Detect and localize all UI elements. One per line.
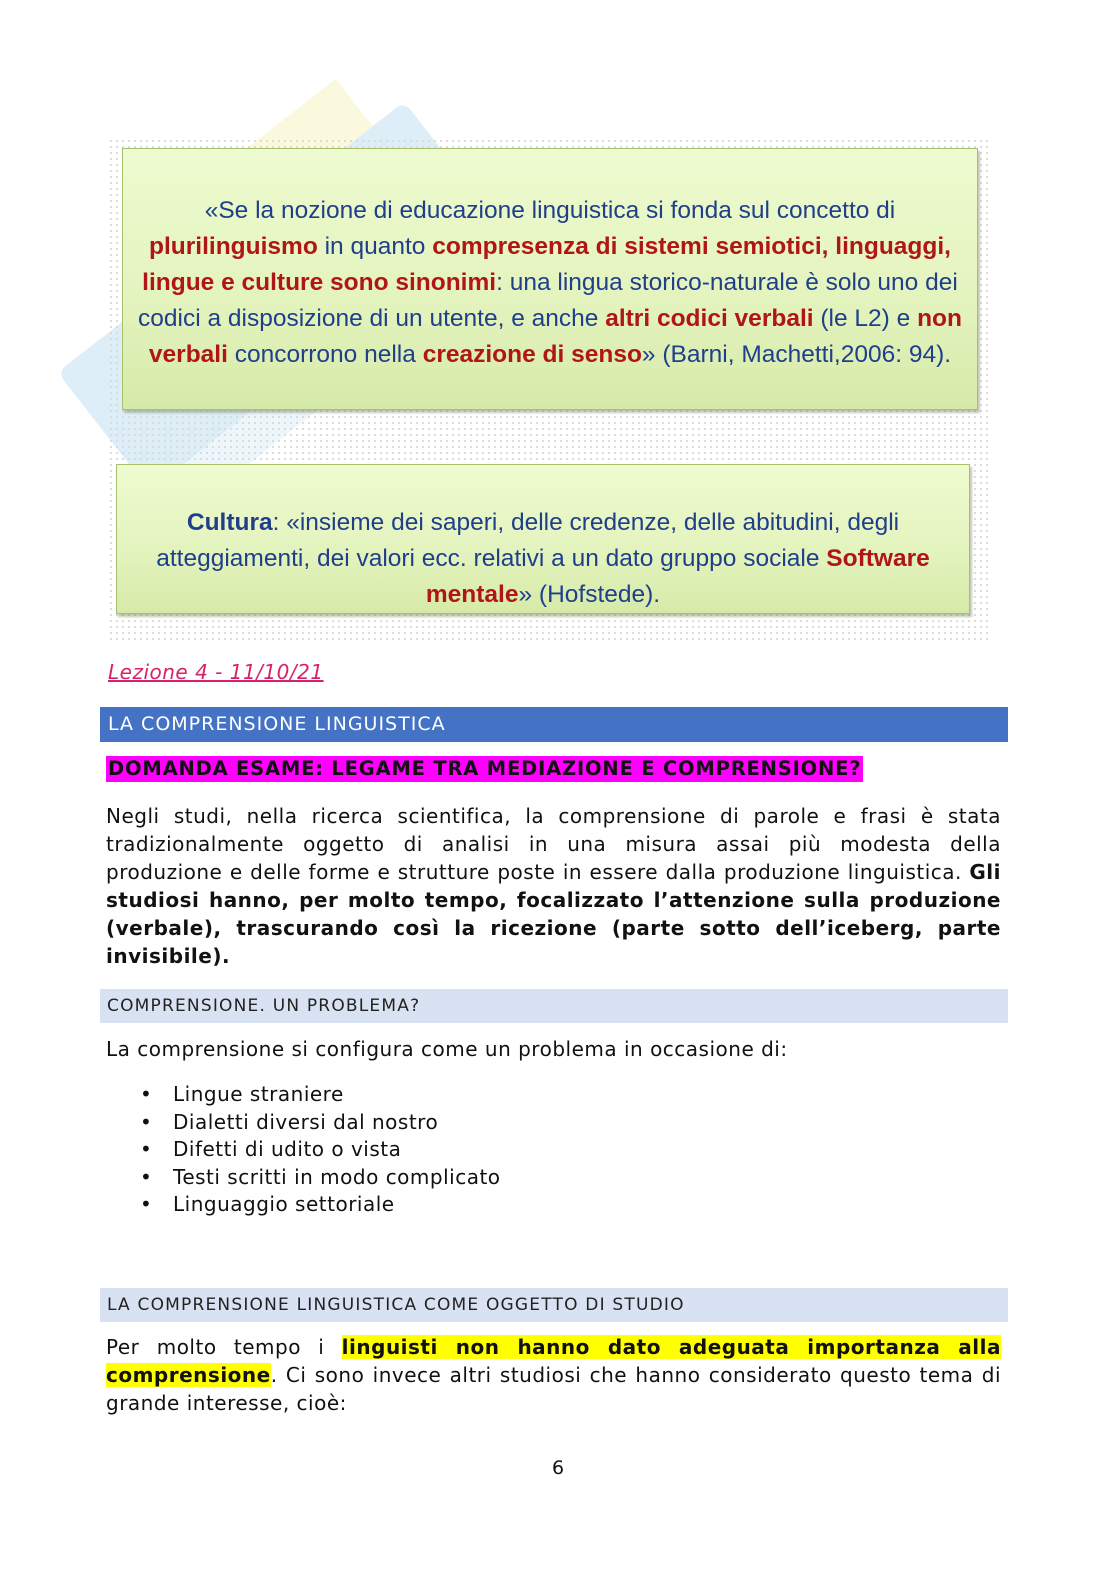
quote-box-cultura [116, 464, 970, 614]
highlighted-text: linguisti non hanno dato adeguata importanza alla comprensione [106, 1335, 1001, 1387]
subheading-problem: COMPRENSIONE. UN PROBLEMA? [100, 989, 1008, 1023]
paragraph-text: Per molto tempo i [106, 1335, 342, 1359]
quote-text: (le L2) e [813, 305, 918, 332]
list-item-text: Linguaggio settoriale [173, 1192, 395, 1216]
list-item [140, 1136, 501, 1164]
list-item [140, 1081, 501, 1109]
quote-keyword: non verbali [148, 305, 962, 368]
paragraph-intro [106, 802, 1001, 970]
quote-text: in quanto [317, 233, 433, 260]
paragraph-text: Negli studi, nella ricerca scientifica, la comprensione di parole e frasi è stata tradizionalmente oggetto di analisi in una misura assai più modesta della produzione e delle forme e strutture poste in essere dalla produzione linguistica. [106, 804, 1001, 884]
bullet-icon: • [140, 1137, 153, 1161]
bullet-icon: • [140, 1082, 153, 1106]
list-item-text: Dialetti diversi dal nostro [173, 1109, 439, 1134]
list-item [140, 1191, 501, 1219]
quote-citation: » (Barni, Machetti,2006: 94). [641, 341, 952, 368]
list-item-text: Lingue straniere [173, 1082, 344, 1106]
quote-keyword: compresenza di sistemi semiotici, linguaggi, lingue e culture sono sinonimi [142, 233, 951, 296]
lesson-link[interactable]: Lezione 4 - 11/10/21 [108, 660, 324, 684]
quote-keyword: altri codici verbali [605, 305, 814, 332]
page-number: 6 [551, 1457, 565, 1479]
bullet-list [140, 1081, 501, 1219]
quote-keyword: Software mentale [425, 545, 930, 608]
list-item-text: Difetti di udito o vista [173, 1137, 402, 1161]
quote-text: : una lingua storico-naturale è solo uno dei codici a disposizione di un utente, e anche [138, 269, 958, 332]
quote-text: concorrono nella [227, 341, 423, 368]
section-heading-main: LA COMPRENSIONE LINGUISTICA [100, 707, 1008, 742]
quote-text: «Se la nozione di educazione linguistica si fonda sul concetto di [204, 197, 896, 224]
quote-keyword: plurilinguismo [149, 233, 318, 260]
bullet-icon: • [140, 1109, 153, 1134]
subheading-study: LA COMPRENSIONE LINGUISTICA COME OGGETTO DI STUDIO [100, 1288, 1008, 1322]
bullet-icon: • [140, 1192, 153, 1216]
exam-question-highlight: DOMANDA ESAME: LEGAME TRA MEDIAZIONE E COMPRENSIONE? [108, 757, 862, 780]
bullet-icon: • [140, 1164, 153, 1189]
quote-citation: » (Hofstede). [518, 581, 661, 608]
quote-text: : «insieme dei saperi, delle credenze, delle abitudini, degli atteggiamenti, dei valori ecc. relativi a un dato gruppo sociale [156, 509, 900, 572]
quote-label: Cultura [186, 509, 273, 536]
quote-box-plurilinguismo [122, 148, 978, 410]
paragraph-text: . Ci sono invece altri studiosi che hanno considerato questo tema di grande interesse, cioè: [106, 1363, 1001, 1415]
list-item-text: Testi scritti in modo complicato [173, 1164, 501, 1189]
list-item [140, 1109, 501, 1137]
paragraph-problem: La comprensione si configura come un problema in occasione di: [106, 1037, 788, 1061]
slide-figure [108, 138, 988, 640]
paragraph-bold-text: Gli studiosi hanno, per molto tempo, focalizzato l’attenzione sulla produzione (verbale), trascurando così la ricezione (parte sotto dell’iceberg, parte invisibile). [106, 860, 1001, 968]
paragraph-study [106, 1333, 1001, 1417]
list-item [140, 1164, 501, 1192]
quote-keyword: creazione di senso [422, 341, 642, 368]
